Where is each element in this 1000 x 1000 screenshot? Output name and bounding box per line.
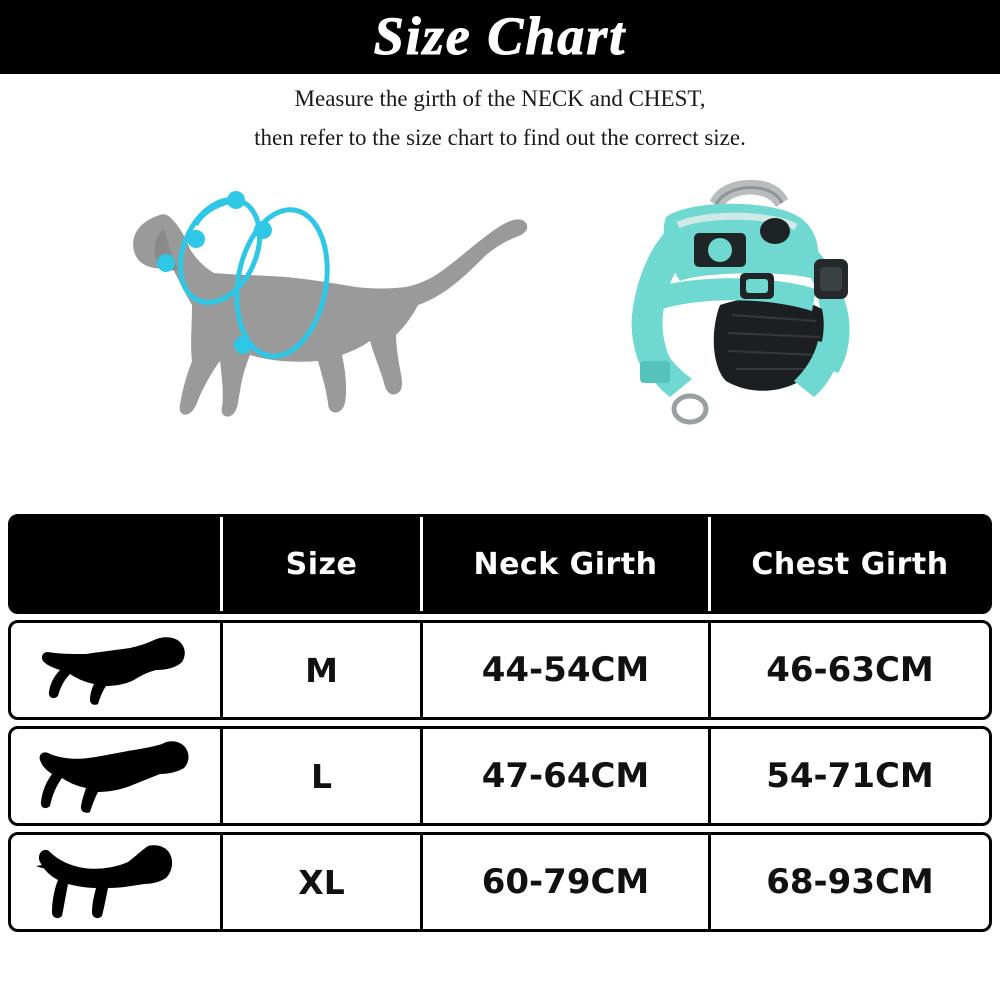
row-chest-value: 54-71CM <box>766 756 934 796</box>
table-row <box>8 726 992 826</box>
page-title: Size Chart <box>373 6 627 66</box>
instruction-line-1: Measure the girth of the NECK and CHEST, <box>294 86 706 111</box>
row-neck-value: 47-64CM <box>423 729 711 823</box>
row-icon-medium <box>11 623 223 717</box>
size-table <box>8 514 992 938</box>
table-header-row <box>8 514 992 614</box>
header-cell-neck-girth: Neck Girth <box>423 517 711 611</box>
table-row <box>8 620 992 720</box>
table-row <box>8 832 992 932</box>
illustration-area <box>0 155 1000 485</box>
instructions <box>0 82 1000 155</box>
header-cell-chest-girth: Chest Girth <box>751 546 949 582</box>
row-neck-value: 60-79CM <box>423 835 711 929</box>
row-size-value: M <box>223 623 423 717</box>
header-cell-size: Size <box>223 517 423 611</box>
instruction-line-2: then refer to the size chart to find out the correct size. <box>254 125 746 150</box>
header-cell-icon <box>11 517 223 611</box>
dog-silhouette-medium-icon <box>36 632 196 708</box>
dog-silhouette-large-icon <box>36 738 196 814</box>
row-chest-value: 68-93CM <box>766 862 934 902</box>
header-banner <box>0 0 1000 74</box>
row-size-value: L <box>223 729 423 823</box>
row-size-value: XL <box>223 835 423 929</box>
dog-silhouette-xlarge-icon <box>36 844 196 920</box>
row-neck-value: 44-54CM <box>423 623 711 717</box>
teal-dog-harness-photo <box>570 155 900 455</box>
row-icon-large <box>11 729 223 823</box>
row-chest-value: 46-63CM <box>766 650 934 690</box>
row-icon-xlarge <box>11 835 223 929</box>
dog-measurement-diagram <box>100 155 540 455</box>
